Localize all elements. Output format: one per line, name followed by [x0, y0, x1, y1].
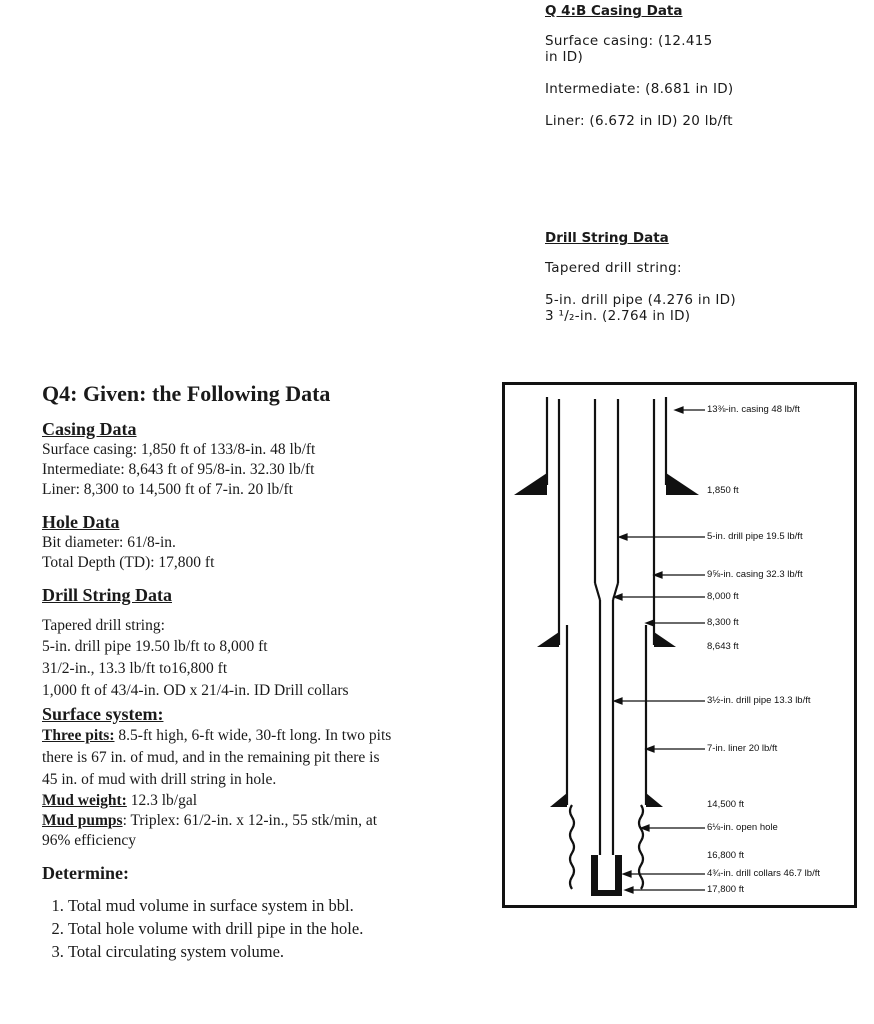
pumps-text1: : Triplex: 61/2-in. x 12-in., 55 stk/min, at	[122, 812, 378, 829]
label-open-hole: 6⅛-in. open hole	[707, 822, 778, 833]
label-surface-casing: 13⅜-in. casing 48 lb/ft	[707, 404, 800, 415]
pumps-label: Mud pumps	[42, 812, 123, 829]
surface-casing-shoe-right	[666, 473, 699, 495]
pumps-line2: 96% efficiency	[42, 832, 136, 849]
liner-shoe-left	[550, 793, 567, 807]
pits-line2: there is 67 in. of mud, and in the remaining pit there is	[42, 749, 380, 766]
label-depth-1850: 1,850 ft	[707, 485, 739, 496]
pits-line3: 45 in. of mud with drill string in hole.	[42, 771, 277, 788]
mud-weight-label: Mud weight:	[42, 792, 127, 809]
drill-bit	[591, 890, 622, 896]
intermediate-shoe-left	[537, 632, 559, 647]
drill-string-heading: Drill String Data	[42, 585, 172, 605]
label-depth-8000: 8,000 ft	[707, 591, 739, 602]
pits-line1	[42, 725, 492, 747]
label-liner-7in: 7-in. liner 20 lb/ft	[707, 743, 778, 754]
surface-casing-shoe-left	[514, 473, 547, 495]
open-hole-right-wall	[639, 805, 643, 889]
label-depth-8643: 8,643 ft	[707, 641, 739, 652]
notes-pipe-line2: 3 ¹/₂-in. (2.764 in ID)	[545, 308, 691, 324]
drill-line-collars: 1,000 ft of 43/4-in. OD x 21/4-in. ID Drill collars	[42, 682, 349, 699]
notes-casing-title: Q 4:B Casing Data	[545, 3, 683, 19]
label-depth-14500: 14,500 ft	[707, 799, 744, 810]
mud-weight-line	[42, 791, 492, 811]
task-item: 1. Total mud volume in surface system in bbl.	[68, 894, 492, 917]
notes-liner: Liner: (6.672 in ID) 20 lb/ft	[545, 113, 733, 129]
notes-block	[545, 3, 733, 129]
surface-system-heading: Surface system:	[42, 704, 164, 724]
pits-label: Three pits:	[42, 727, 115, 744]
pits-text1: 8.5-ft high, 6-ft wide, 30-ft long. In two pits	[114, 727, 392, 744]
wellbore-drawing	[505, 385, 854, 905]
taper-left	[595, 583, 600, 600]
open-hole-left-wall	[570, 805, 574, 889]
notes-surface-line2: in ID)	[545, 49, 584, 65]
casing-data-heading: Casing Data	[42, 419, 137, 439]
liner-shoe-right	[646, 793, 663, 807]
pumps-line1	[42, 811, 492, 831]
intermediate-shoe-right	[654, 632, 676, 647]
drill-line-5in: 5-in. drill pipe 19.50 lb/ft to 8,000 ft	[42, 638, 268, 655]
label-drill-collars: 4¾-in. drill collars 46.7 lb/ft	[707, 868, 820, 879]
task-list	[42, 894, 492, 963]
label-depth-17800: 17,800 ft	[707, 884, 744, 895]
label-drill-pipe-35in: 3½-in. drill pipe 13.3 lb/ft	[707, 695, 811, 706]
notes-intermediate: Intermediate: (8.681 in ID)	[545, 81, 734, 97]
drill-collar-right	[615, 855, 622, 893]
label-drill-pipe-5in: 5-in. drill pipe 19.5 lb/ft	[707, 531, 803, 542]
notes-tapered: Tapered drill string:	[545, 260, 682, 276]
label-casing-958: 9⅝-in. casing 32.3 lb/ft	[707, 569, 803, 580]
drill-line-tapered: Tapered drill string:	[42, 617, 165, 634]
task-item: 3. Total circulating system volume.	[68, 940, 492, 963]
hole-data-heading: Hole Data	[42, 512, 120, 532]
notes-drill-block	[545, 230, 736, 324]
notes-drill-title: Drill String Data	[545, 230, 669, 246]
hole-line-td: Total Depth (TD): 17,800 ft	[42, 554, 215, 571]
problem-block	[42, 381, 492, 963]
notes-surface-line1: Surface casing: (12.415	[545, 33, 713, 49]
drill-collar-left	[591, 855, 598, 893]
label-depth-16800: 16,800 ft	[707, 850, 744, 861]
mud-weight-value: 12.3 lb/gal	[126, 792, 198, 809]
casing-line-surface: Surface casing: 1,850 ft of 133/8-in. 48 lb/ft	[42, 441, 316, 458]
problem-title: Q4: Given: the Following Data	[42, 381, 331, 406]
determine-heading: Determine:	[42, 863, 129, 883]
wellbore-diagram	[502, 382, 857, 908]
hole-line-bit: Bit diameter: 61/8-in.	[42, 534, 176, 551]
label-depth-8300: 8,300 ft	[707, 617, 739, 628]
casing-line-liner: Liner: 8,300 to 14,500 ft of 7-in. 20 lb/ft	[42, 481, 293, 498]
notes-pipe-line1: 5-in. drill pipe (4.276 in ID)	[545, 292, 736, 308]
casing-line-intermediate: Intermediate: 8,643 ft of 95/8-in. 32.30 lb/ft	[42, 461, 315, 478]
task-item: 2. Total hole volume with drill pipe in the hole.	[68, 917, 492, 940]
drill-line-35in: 31/2-in., 13.3 lb/ft to16,800 ft	[42, 660, 228, 677]
